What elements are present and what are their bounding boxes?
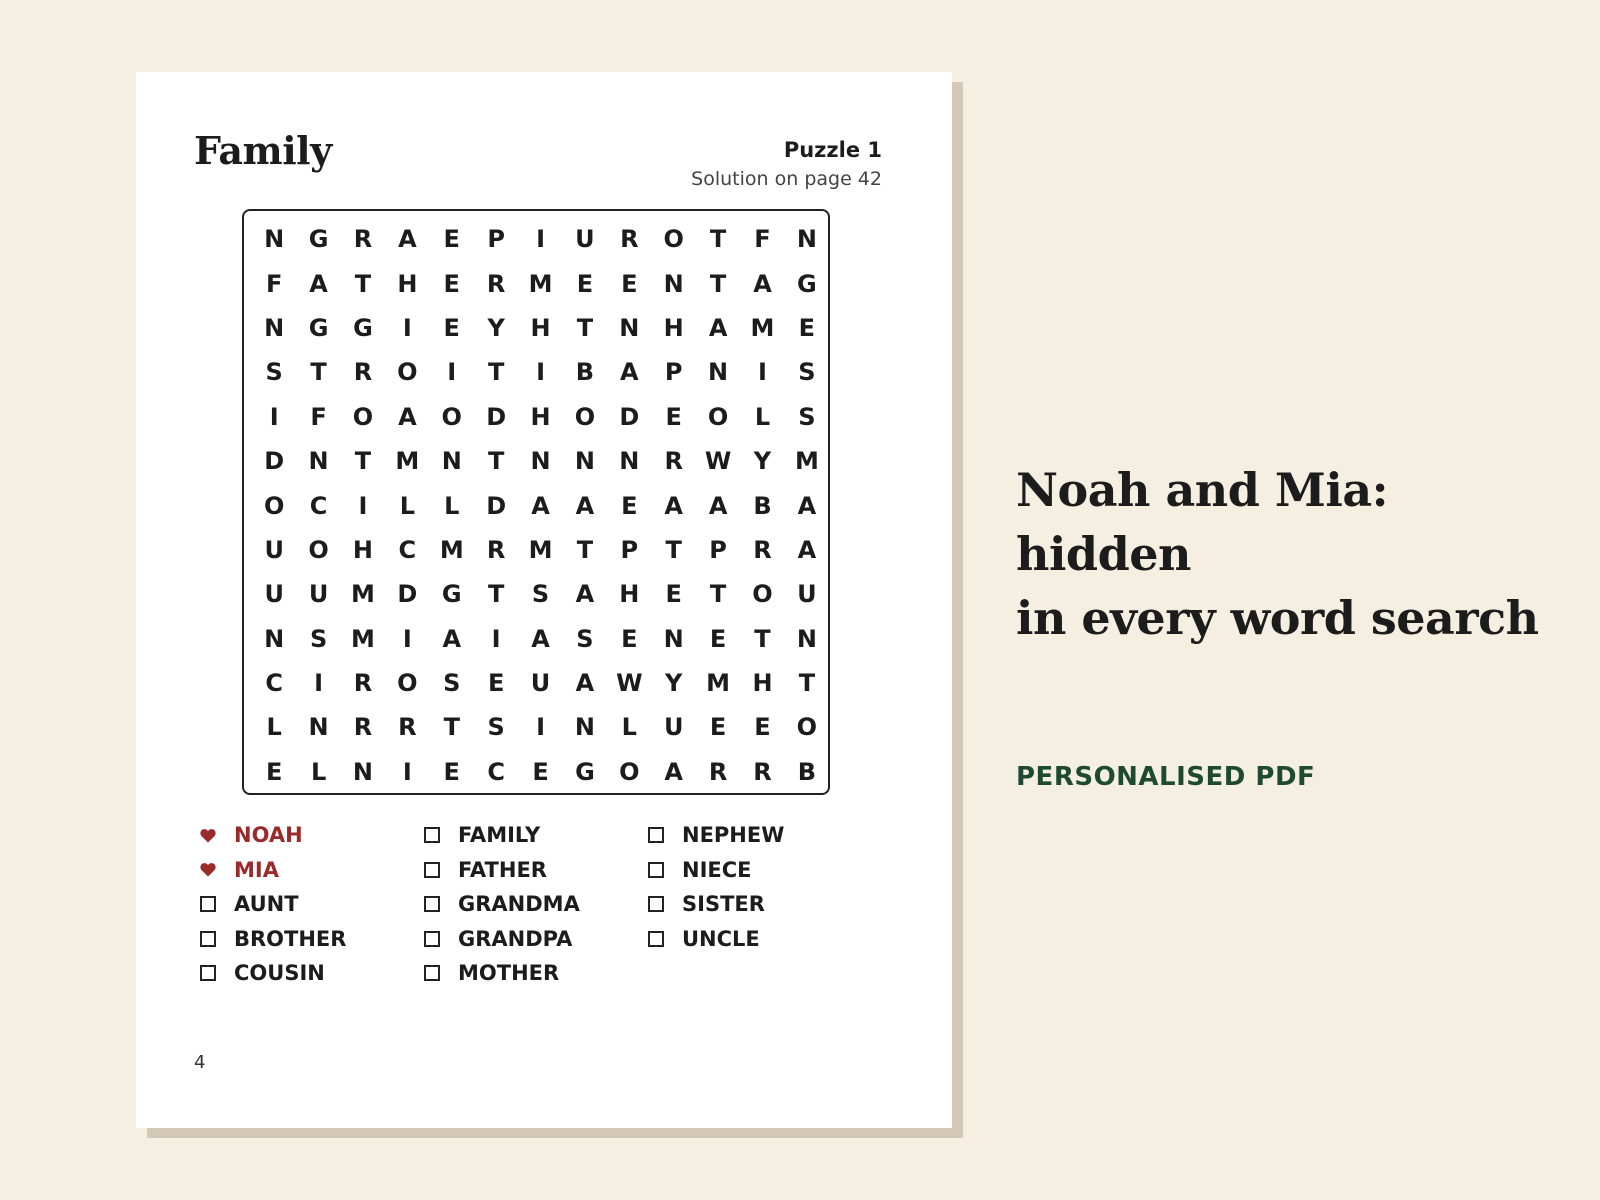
grid-cell: A [309,269,328,298]
word-label: UNCLE [682,926,760,951]
grid-cell: C [487,757,505,786]
grid-cell: E [265,757,283,786]
grid-cell: E [443,757,460,786]
grid-cell: D [486,402,507,431]
grid-cell: S [309,624,328,653]
word-checkbox[interactable] [200,931,216,947]
grid-cell: T [487,580,505,609]
grid-cell: T [754,624,771,653]
grid-cell: O [752,580,773,609]
grid-cell: O [619,757,640,786]
word-list-item [200,818,346,853]
grid-cell: N [708,358,729,387]
word-label: NEPHEW [682,823,785,848]
grid-cell: O [663,225,684,254]
puzzle-page [136,72,952,1128]
grid-cell: A [442,624,462,653]
grid-cell: P [620,535,639,564]
grid-cell: B [753,491,772,520]
grid-cell: I [402,313,412,342]
grid-cell: U [264,535,284,564]
grid-cell: M [395,447,420,476]
grid-cell: H [530,402,551,431]
grid-cell: C [398,535,417,564]
word-label: MIA [234,857,279,882]
word-list-item [424,853,580,888]
grid-cell: P [709,535,727,564]
grid-cell: N [796,624,817,653]
grid-cell: T [709,225,727,254]
grid-cell: O [574,402,596,431]
grid-cell: R [664,447,683,476]
grid-cell: E [532,757,549,786]
grid-cell: T [487,358,505,387]
grid-cell: T [665,535,682,564]
grid-cell: B [575,358,595,387]
grid-cell: M [528,535,553,564]
grid-cell: F [754,225,771,254]
word-label: MOTHER [458,961,560,986]
grid-cell: E [621,269,638,298]
word-checkbox[interactable] [424,931,440,947]
word-list-item [424,922,580,957]
grid-cell: C [309,491,328,520]
grid-cell: E [443,313,460,342]
word-search-grid-box [242,209,830,795]
grid-cell: I [269,402,279,431]
grid-cell: E [754,713,771,742]
grid-cell: R [353,669,373,698]
grid-cell: T [354,447,372,476]
grid-cell: O [308,535,329,564]
grid-cell: H [530,313,551,342]
grid-cell: U [530,669,551,698]
grid-cell: Y [665,669,683,698]
grid-cell: N [352,757,374,786]
grid-cell: G [353,313,373,342]
grid-cell: S [798,402,816,431]
word-list-item [648,887,784,922]
solution-note: Solution on page 42 [691,168,882,190]
grid-cell: I [536,225,545,254]
grid-cell: P [487,225,505,254]
grid-cell: T [487,447,505,476]
grid-cell: N [796,225,817,254]
grid-cell: L [399,491,416,520]
grid-cell: O [707,402,729,431]
grid-cell: A [575,491,595,520]
grid-cell: O [796,713,818,742]
word-list-item [424,956,580,991]
grid-cell: T [354,269,372,298]
grid-cell: M [528,269,553,298]
word-list-item [200,922,346,957]
word-column [200,818,346,991]
promo-headline-line-2: in every word search [1016,591,1539,645]
grid-cell: F [310,402,327,431]
grid-cell: G [308,313,329,342]
grid-cell: G [308,225,329,254]
promo-tagline: PERSONALISED PDF [1016,762,1316,792]
grid-cell: S [531,580,550,609]
grid-cell: A [398,402,417,431]
word-list-item [648,818,784,853]
word-label: GRANDPA [458,926,573,951]
grid-cell: E [487,669,505,698]
word-list-item [648,922,784,957]
grid-cell: G [575,757,595,786]
grid-cell: U [663,713,684,742]
grid-cell: T [798,669,816,698]
grid-cell: T [443,713,460,742]
grid-cell: T [709,580,727,609]
grid-cell: R [353,358,373,387]
grid-cell: Y [753,447,772,476]
grid-cell: G [441,580,462,609]
grid-cell: I [402,757,412,786]
grid-cell: I [536,358,545,387]
grid-cell: N [530,447,551,476]
grid-cell: A [664,757,683,786]
grid-cell: U [308,580,329,609]
grid-cell: N [663,624,684,653]
grid-cell: I [447,358,457,387]
grid-cell: D [397,580,418,609]
grid-cell: N [574,713,595,742]
word-checkbox[interactable] [424,965,440,981]
grid-cell: U [797,580,817,609]
grid-cell: E [621,624,638,653]
grid-cell: O [397,669,418,698]
page-title: Family [194,128,332,173]
grid-cell: F [265,269,283,298]
grid-cell: A [620,358,639,387]
word-list-item [200,887,346,922]
word-checkbox[interactable] [648,931,664,947]
heart-icon [200,862,216,878]
grid-cell: E [709,713,727,742]
grid-cell: S [265,358,283,387]
word-checkbox[interactable] [648,896,664,912]
grid-cell: E [576,269,594,298]
grid-cell: R [753,535,772,564]
grid-cell: L [621,713,637,742]
word-label: COUSIN [234,961,325,986]
grid-cell: M [351,624,375,653]
grid-cell: E [665,402,682,431]
word-label: BROTHER [234,926,347,951]
word-checkbox[interactable] [424,827,440,843]
grid-cell: N [308,713,329,742]
grid-cell: E [443,269,460,298]
grid-cell: L [310,757,327,786]
grid-cell: M [439,535,464,564]
promo-headline [1016,458,1576,650]
grid-cell: R [620,225,639,254]
grid-cell: B [797,757,817,786]
grid-cell: G [797,269,817,298]
grid-cell: N [441,447,462,476]
promo-headline-line-1: Noah and Mia: hidden [1016,463,1389,581]
grid-cell: M [706,669,731,698]
grid-cell: N [619,313,640,342]
grid-cell: D [264,447,285,476]
word-checkbox[interactable] [424,896,440,912]
grid-cell: L [754,402,771,431]
word-list-item [424,818,580,853]
grid-cell: A [575,580,595,609]
grid-cell: T [576,313,594,342]
grid-cell: R [753,757,772,786]
grid-cell: N [574,447,595,476]
grid-cell: A [531,624,550,653]
grid-cell: A [708,313,728,342]
grid-cell: H [397,269,418,298]
grid-cell: W [616,669,643,698]
grid-cell: N [308,447,329,476]
grid-cell: N [663,269,684,298]
grid-cell: A [753,269,772,298]
grid-cell: E [665,580,682,609]
grid-cell: A [531,491,550,520]
grid-cell: R [708,757,728,786]
grid-cell: S [443,669,461,698]
grid-cell: N [264,624,285,653]
word-label: NOAH [234,823,303,848]
grid-cell: M [750,313,775,342]
grid-cell: I [402,624,412,653]
word-label: SISTER [682,892,765,917]
grid-cell: A [398,225,417,254]
grid-cell: N [264,313,285,342]
grid-cell: R [353,713,373,742]
grid-cell: I [758,358,767,387]
word-checkbox[interactable] [200,965,216,981]
grid-cell: I [536,713,545,742]
grid-cell: D [486,491,507,520]
word-list-item [200,956,346,991]
word-label: AUNT [234,892,299,917]
grid-cell: M [794,447,819,476]
word-checkbox[interactable] [200,896,216,912]
grid-cell: R [398,713,417,742]
grid-cell: D [619,402,640,431]
grid-cell: T [310,358,327,387]
grid-cell: N [619,447,640,476]
grid-cell: O [352,402,374,431]
puzzle-label: Puzzle 1 [783,138,882,162]
grid-cell: A [575,669,595,698]
word-label: GRANDMA [458,892,580,917]
word-checkbox[interactable] [648,862,664,878]
heart-icon [200,827,216,843]
grid-cell: S [576,624,594,653]
grid-cell: E [443,225,460,254]
grid-cell: U [575,225,595,254]
grid-cell: T [576,535,594,564]
word-column [648,818,784,956]
grid-cell: R [486,535,506,564]
word-label: FATHER [458,857,547,882]
grid-cell: S [487,713,505,742]
grid-cell: T [709,269,727,298]
grid-cell: S [798,358,816,387]
grid-cell: I [358,491,368,520]
word-list-item [424,887,580,922]
grid-cell: A [664,491,683,520]
grid-cell: P [664,358,683,387]
word-label: FAMILY [458,823,541,848]
grid-cell: O [263,491,285,520]
grid-cell: W [704,447,732,476]
word-column [424,818,580,991]
grid-cell: E [709,624,727,653]
grid-cell: A [797,491,817,520]
word-label: NIECE [682,857,752,882]
grid-cell: A [797,535,817,564]
grid-cell: C [265,669,283,698]
grid-cell: E [621,491,638,520]
grid-cell: A [708,491,728,520]
grid-cell: H [663,313,684,342]
grid-cell: I [491,624,501,653]
word-checkbox[interactable] [648,827,664,843]
word-list-item [200,853,346,888]
grid-cell: E [798,313,816,342]
grid-cell: H [752,669,773,698]
grid-cell: R [353,225,373,254]
grid-cell: N [264,225,285,254]
letter-grid [252,217,829,794]
grid-cell: M [351,580,375,609]
word-list [200,818,890,1018]
grid-cell: Y [487,313,505,342]
grid-cell: O [441,402,462,431]
grid-cell: L [266,713,282,742]
word-list-item [648,853,784,888]
grid-cell: H [619,580,640,609]
grid-cell: I [314,669,324,698]
grid-cell: O [397,358,418,387]
grid-cell: R [486,269,506,298]
word-checkbox[interactable] [424,862,440,878]
page-number: 4 [194,1052,206,1073]
grid-cell: H [352,535,374,564]
grid-cell: U [264,580,284,609]
grid-cell: L [444,491,460,520]
